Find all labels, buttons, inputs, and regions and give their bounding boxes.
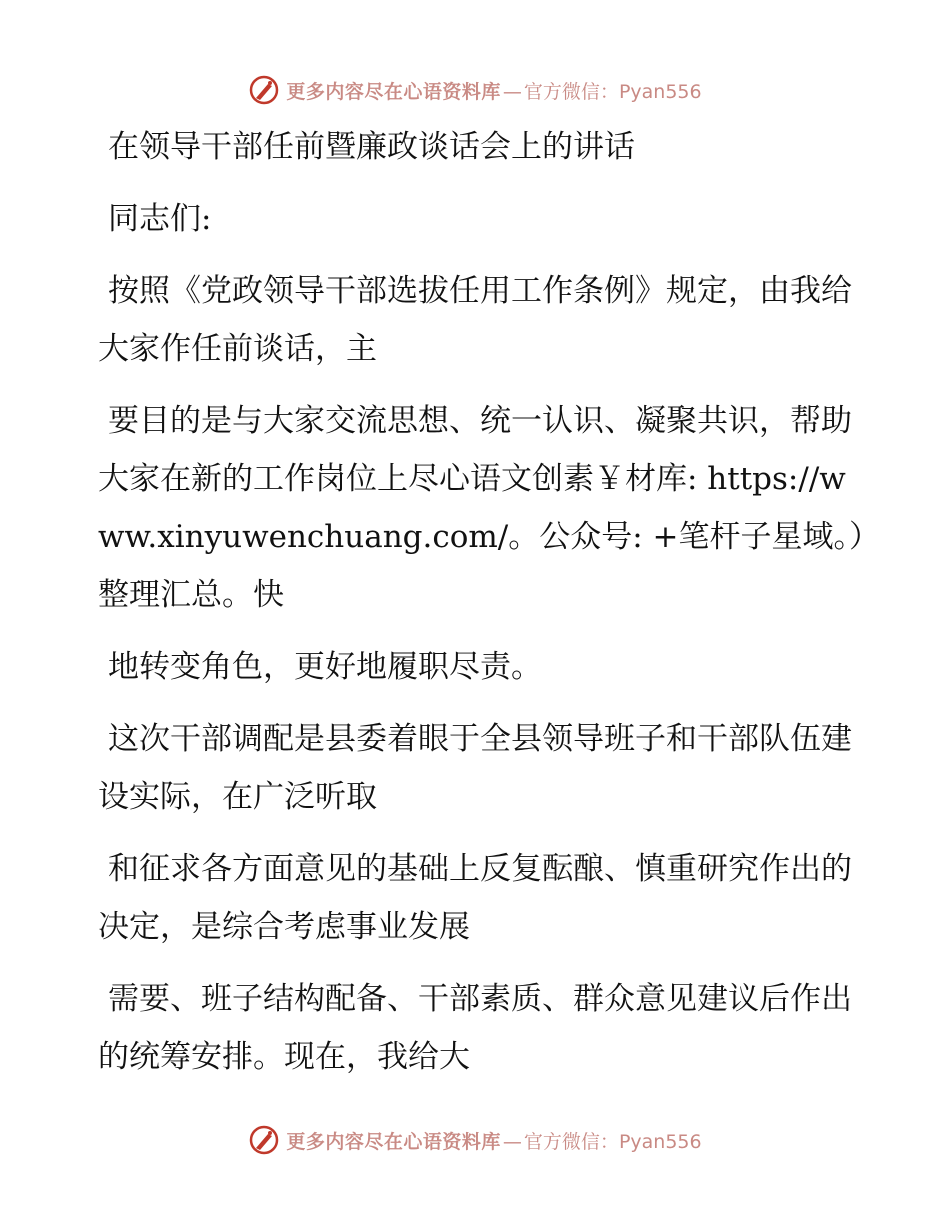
footer-watermark-banner [0, 1120, 950, 1160]
document-body [98, 118, 868, 1086]
greeting: 同志们: [108, 201, 212, 237]
paragraph-1: 按照《党政领导干部选拔任用工作条例》规定，由我给大家作任前谈话，主 [98, 273, 852, 367]
watermark-contact-value: Pyan556 [618, 1130, 702, 1153]
watermark-text [286, 1127, 701, 1154]
document-title: 在领导干部任前暨廉政谈话会上的讲话 [108, 129, 635, 165]
watermark-separator: — [502, 1130, 522, 1153]
pen-logo-icon [248, 1124, 280, 1156]
pen-logo-icon [248, 74, 280, 106]
watermark-text [286, 77, 701, 104]
watermark-brand: 更多内容尽在心语资料库 [286, 80, 501, 103]
paragraph-5: 和征求各方面意见的基础上反复酝酿、慎重研究作出的决定，是综合考虑事业发展 [98, 851, 852, 945]
paragraph-3: 地转变角色，更好地履职尽责。 [108, 649, 542, 685]
watermark-separator: — [502, 80, 522, 103]
paragraph-4: 这次干部调配是县委着眼于全县领导班子和干部队伍建设实际，在广泛听取 [98, 721, 852, 815]
paragraph-2: 要目的是与大家交流思想、统一认识、凝聚共识，帮助大家在新的工作岗位上尽心语文创素￥材库: https://www.xinyuwenchuang.com/。公众号: +笔杆子星域。）整理汇总。快 [98, 403, 865, 613]
header-watermark-banner [0, 70, 950, 110]
watermark-contact-label: 官方微信： [523, 1130, 619, 1153]
watermark-contact-label: 官方微信： [523, 80, 619, 103]
watermark-brand: 更多内容尽在心语资料库 [286, 1130, 501, 1153]
watermark-contact-value: Pyan556 [618, 80, 702, 103]
paragraph-6: 需要、班子结构配备、干部素质、群众意见建议后作出的统筹安排。现在，我给大 [98, 981, 852, 1075]
